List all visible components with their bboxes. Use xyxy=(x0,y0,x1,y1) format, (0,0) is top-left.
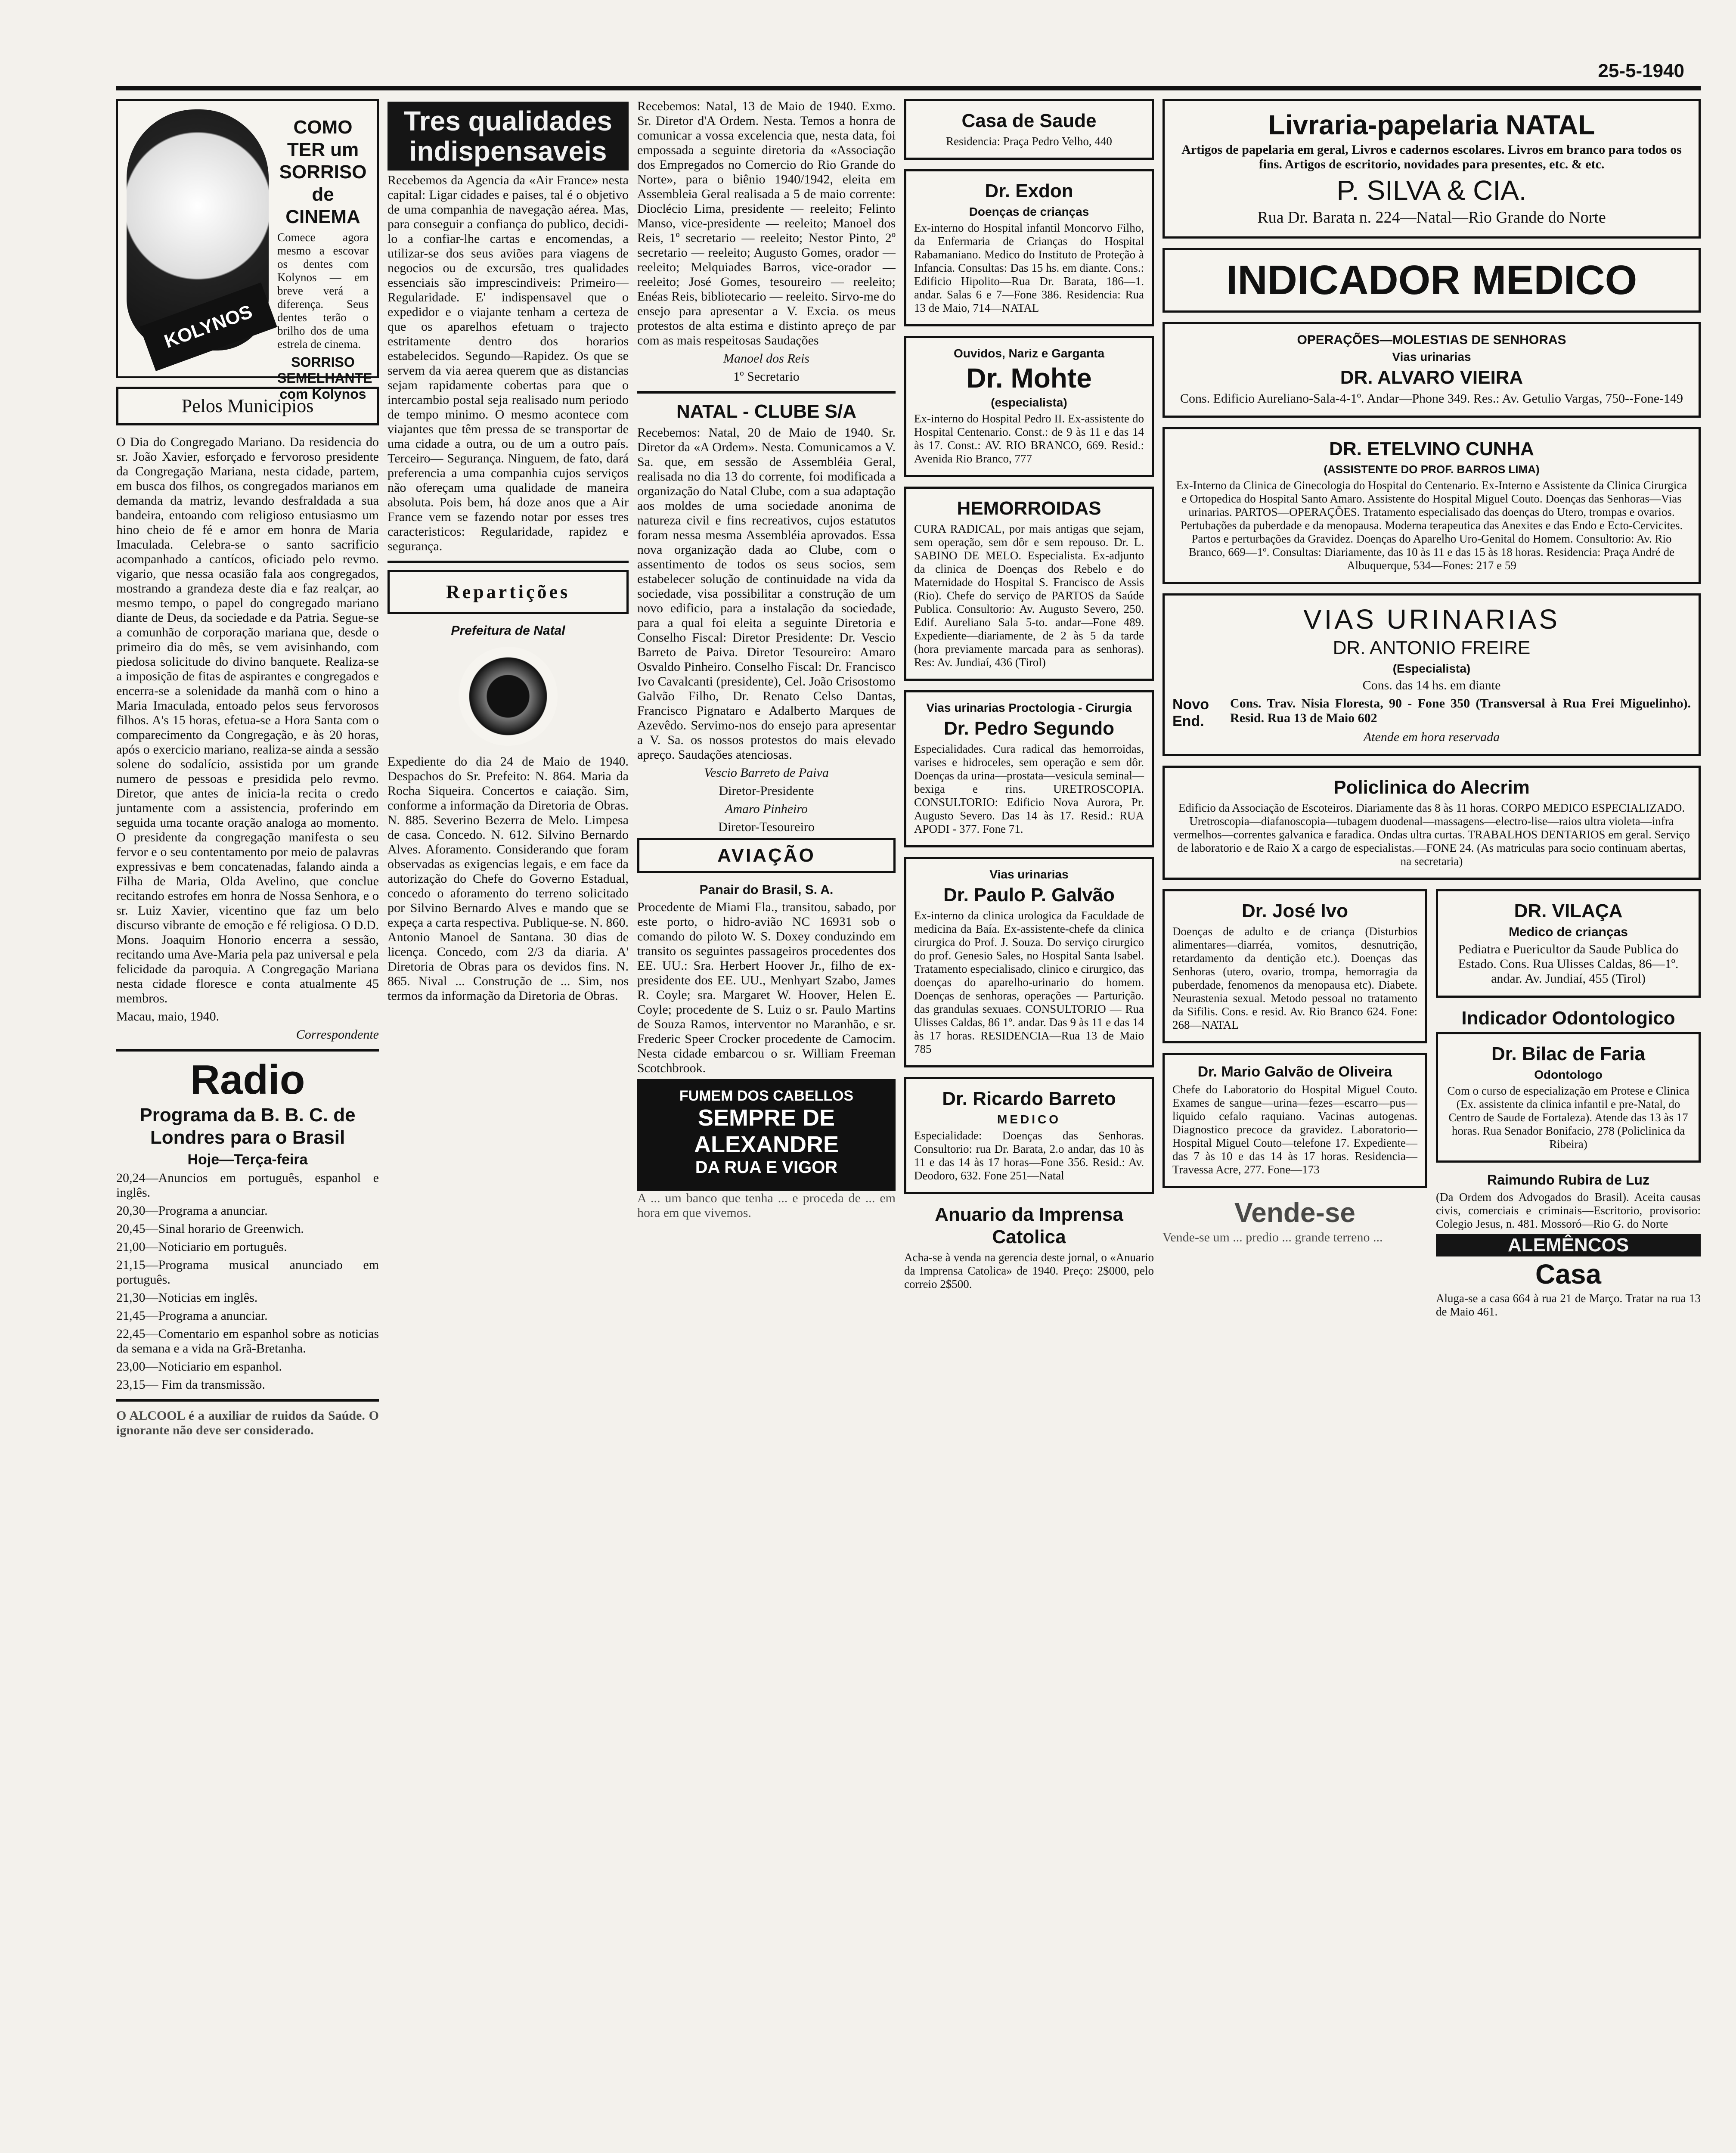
associacao-sign: Manoel dos Reis xyxy=(723,351,809,366)
natal-clube-role-1: Diretor-Presidente xyxy=(719,784,814,798)
radio-item: 21,15—Programa musical anunciado em português. xyxy=(116,1258,379,1287)
natal-clube-article: Recebemos: Natal, 20 de Maio de 1940. Sr. Diretor da «A Ordem». Nesta. Comunicamos a V. Sa. que, em sessão de Assembléia Geral, realisada no dia 13 do corrente, foi modificada a organização do Natal Clube, com a sua adaptação aos moldes de uma sociedade anonima de natureza civil e fins recreativos, cujos estatutos foram nessa mesma Assembléia aprovados. Essa nova organização dada ao Clube, com o assentimento de todos os seus socios, sem estabelecer solução de continuidade na vida da sociedade, visa possibilitar a construção de um novo edificio, para a instalação da sociedade, para a qual foi eleita a seguinte Diretoria e Conselho Fiscal: Diretor Presidente: Dr. Vescio Barreto de Paiva. Diretor Tesoureiro: Amaro Osvaldo Pinheiro. Conselho Fiscal: Dr. Francisco Ivo Cavalcanti (presidente), Cel. João Crisostomo Galvão Filho, Dr. Renato Celso Dantas, Francisco Pignataro e Adalberto Marques de Azevêdo. Servimo-nos do ensejo para apresentar a V. Sa. os nossos protestos do mais elevado apreço. Saudações atenciosas. xyxy=(637,425,896,762)
divider xyxy=(116,1399,379,1402)
vias-urinarias-label-end: End. xyxy=(1172,713,1204,729)
bottom-note: O ALCOOL é a auxiliar de ruidos da Saúde. O ignorante não deve ser considerado. xyxy=(116,1408,379,1437)
indicador-medico-title: INDICADOR MEDICO xyxy=(1226,257,1637,303)
dr-mario-oliveira-title: Dr. Mario Galvão de Oliveira xyxy=(1197,1064,1392,1080)
bottom-right-ads xyxy=(1436,889,1701,1322)
dr-pedro-segundo-text: Especialidades. Cura radical das hemorroidas, varises e hidroceles, sem operação e sem dôr. Doenças da urina—prostata—vesicula seminal—bexiga e rins. URETROSCOPIA. CONSULTORIO: Edificio Nova Aurora, Pr. Augusto Severo. Das 14 às 17. Resid.: RUA APODI - 377. Fone 71. xyxy=(914,742,1144,835)
dr-mario-oliveira-text: Chefe do Laboratorio do Hospital Miguel Couto. Exames de sangue—urina—fezes—escarro—pus—liquido cefalo raquiano. Vacinas autogenas. Diagnostico precoce da gravidez. Laboratorio—Hospital Miguel Couto—telefone 17. Expediente—das 7 às 10 e das 14 às 17 horas. Residencia—Travessa Acre, 277. Fone—173 xyxy=(1172,1083,1417,1176)
livraria-text: Artigos de papelaria em geral, Livros e cadernos escolares. Livros em branco para todos os fins. Artigos de escritorio, novidades para presentes, etc. & etc. xyxy=(1181,143,1682,171)
radio-item: 22,45—Comentario em espanhol sobre as noticias da semana e a vida na Grã-Bretanha. xyxy=(116,1327,379,1356)
municipios-sign: Macau, maio, 1940. xyxy=(116,1009,220,1024)
vende-se-title: Vende-se xyxy=(1234,1197,1356,1228)
casa-saude-title: Casa de Saude xyxy=(961,110,1097,131)
column-3 xyxy=(637,99,896,2153)
air-france-title: Tres qualidades indispensaveis xyxy=(388,102,629,171)
advogado-text: (Da Ordem dos Advogados do Brasil). Aceita causas civis, comerciais e criminais—Escritorio, provisorio: Colegio Jesus, n. 481. Mossoró—Rio G. do Norte xyxy=(1436,1191,1701,1230)
dr-mario-oliveira-ad xyxy=(1162,1053,1427,1188)
hemorroidas-ad xyxy=(904,487,1154,681)
dr-pedro-segundo-title: Dr. Pedro Segundo xyxy=(943,718,1115,739)
advogado-title: Raimundo Rubira de Luz xyxy=(1487,1172,1649,1188)
dr-ricardo-barreto-ad xyxy=(904,1077,1154,1194)
dr-mohte-ad xyxy=(904,336,1154,477)
radio-item: 21,00—Noticiario em português. xyxy=(116,1240,287,1254)
policlinica-ad xyxy=(1162,766,1701,880)
dr-alvaro-vieira-title: DR. ALVARO VIEIRA xyxy=(1340,367,1523,388)
vias-urinarias-address: Cons. Trav. Nisia Floresta, 90 - Fone 350 (Transversal à Rua Frei Miguelinho). Resid. Rua 13 de Maio 602 xyxy=(1230,696,1691,725)
vias-urinarias-sub: (Especialista) xyxy=(1392,662,1471,675)
hemorroidas-text: CURA RADICAL, por mais antigas que sejam, sem operação, sem dôr e sem repouso. Dr. L. SABINO DE MELO. Especialista. Ex-adjunto da clinica de Doenças dos Rebelo e do Maternidade do Hospital S. Francisco de Assis (Rio). Chefe do serviço de PARTOS da Saúde Publica. Consultorio: Av. Augusto Severo, 250. Edif. Aureliano Sala 5-to. andar—Fone 489. Expediente—diariamente, de 2 às 5 da tarde (hora previamente marcada para as senhoras). Res: Av. Jundiaí, 436 (Tirol) xyxy=(914,522,1144,669)
reparticoes-article: Expediente do dia 24 de Maio de 1940. Despachos do Sr. Prefeito: N. 864. Maria da Rocha Siqueira. Concertos e caiação. Sim, conforme a informação da Diretoria de Obras. N. 885. Severino Bezerra de Melo. Limpesa de casa. Concedo. N. 612. Silvino Bernardo Alves. Aforamento. Considerando que foram observadas as exigencias legais, e em face da autorização do Chefe do Governo Estadual, concedo o aforamento do terreno solicitado por Silvino Bernardo Alves e mando que se expeça a carta respectiva. Publique-se. N. 860. Antonio Manoel de Santana. 30 dias de licença. Concedo, com 2/3 da diaria. A' Diretoria de Obras para os devidos fins. N. 865. Nival ... Construção de ... Sim, nos termos da informação da Diretoria de Obras. xyxy=(388,754,629,1003)
casa-saude-ad xyxy=(904,99,1154,160)
column-4 xyxy=(904,99,1154,2153)
cigarette-ad-line-1: FUMEM DOS CABELLOS xyxy=(679,1088,854,1104)
dr-jose-ivo-title: Dr. José Ivo xyxy=(1241,900,1348,921)
dr-etelvino-cunha-ad xyxy=(1162,427,1701,584)
vias-urinarias-ad xyxy=(1162,593,1701,756)
municipios-article: O Dia do Congregado Mariano. Da residencia do sr. João Xavier, esforçado e fervoroso presidente da Congregação Mariana, nesta cidade, partem, em busca dos filhos, os congregados marianos em demanda da matriz, levando desfraldada a sua bandeira, entoando com religioso entusiasmo um hino cheio de fé e amor em honra de Maria Imaculada. Celebra-se o santo sacrificio acompanhado a cantícos, oficiado pelo revmo. vigario, que nessa ocasião fala aos congregados, mostrando a grandeza deste dia e faz realçar, ao mesmo tempo, o papel do congregado mariano diante de Deus, da sociedade e da Patria. Segue-se a comunhão de corporação mariana que, desde o primeiro dia do mês, se vem avisinhando, com piedosa solicitude do divino banquete. Realiza-se a imposição de fitas de aspirantes e congregados e encerra-se a solenidade da manhã com o hino a Maria Imaculada, entoado pelos seus fervorosos filhos. A's 15 horas, efetua-se a Hora Santa com o comparecimento da Congregação, e às 20 horas, após o exercicio mariano, realiza-se ainda a sessão solene do sodalício, assistida por um grande numero de pessoas e presidida pelo revmo. Diretor, que antes de inicia-la recita o credo juntamente com a assistencia, proferindo em seguida uma tocante oração analoga ao momento. O presidente da congregação manifesta o seu fervor e o seu contentamento por meio de palavras expressivas e bem concatenadas, falando ainda a Filha de Maria, Olda Avelino, que conclue recitando estrofes em honra de Nossa Senhora, e o sr. Luiz Xavier, vicentino que faz um belo discurso vibrante de emoção e fé religiosa. O D.D. Mons. Joaquim Honorio encerra a sessão, recitando uma Ave-Maria pela paz universal e pela felicidade da paroquia. A Congregação Mariana nesta cidade floresce e conta atualmente 45 membros. xyxy=(116,435,379,1005)
dr-pedro-segundo-ad xyxy=(904,690,1154,847)
reparticoes-header xyxy=(388,570,629,614)
dr-etelvino-cunha-sub: (ASSISTENTE DO PROF. BARROS LIMA) xyxy=(1324,463,1540,476)
dr-etelvino-cunha-text: Ex-Interno da Clinica de Ginecologia do Hospital do Centenario. Ex-Interno e Assistente da Clinica Cirurgica e Ortopedica do Hospital Santo Amaro. Assistente do Hospital Miguel Couto. Doenças das Senhoras—Vias urinarias. PARTOS—OPERAÇÕES. Tratamento especialisado das doenças do Utero, trompas e ovarios. Pertubações da puberdade e da menopausa. Moderna terapeutica das Anexites e das Endo e Ecto-Cervicites. Partos e perturbações da Gravidez. Doenças do Aparelho Uro-Genital do Homem. Consultorio: Av. Rio Branco, 669—1º. Consultas: Diariamente, das 10 às 11 e das 15 às 18 horas. Residencia: Praça André de Albuquerque, 534—Fones: 217 e 59 xyxy=(1176,479,1687,572)
associacao-role: 1º Secretario xyxy=(733,369,800,384)
bottom-article: A ... um banco que tenha ... e proceda de ... em hora em que vivemos. xyxy=(637,1191,896,1220)
hemorroidas-title: HEMORROIDAS xyxy=(957,498,1101,519)
column-1 xyxy=(116,99,379,2153)
dr-pedro-segundo-top: Vias urinarias Proctologia - Cirurgia xyxy=(926,701,1132,714)
bottom-left-ads xyxy=(1162,889,1427,1322)
dr-paulo-galvao-top: Vias urinarias xyxy=(989,868,1069,881)
column-2 xyxy=(388,99,629,2153)
municipios-author: Correspondente xyxy=(296,1027,379,1042)
divider xyxy=(116,1049,379,1052)
casa-text: Aluga-se a casa 664 à rua 21 de Março. Tratar na rua 13 de Maio 461. xyxy=(1436,1292,1701,1318)
natal-clube-title: NATAL - CLUBE S/A xyxy=(676,401,856,422)
radio-subtitle: Programa da B. B. C. de Londres para o Brasil xyxy=(140,1104,356,1148)
kolynos-ad-text xyxy=(277,114,372,405)
vias-urinarias-labels xyxy=(1172,696,1220,730)
natal-clube-role-2: Diretor-Tesoureiro xyxy=(718,820,815,834)
air-france-article: Recebemos da Agencia da «Air France» nesta capital: Ligar cidades e paises, tal é o objetivo de uma companhia de navegação aérea. Mas, para conseguir a confiança do publico, decidi-lo a confiar-lhe cartas e encomendas, a utilizar-se dos seus aviões para viagens de negocios ou de excursão, tres qualidades essenciais são imprescindiveis: Primeiro— Regularidade. E' indispensavel que o expedidor e o viajante tenham a certeza de que os aparelhos efetuam o trajecto estritamente dentro dos horarios estabelecidos. Segundo—Rapidez. Os que se servem da via aerea querem que as distancias sejam rapidamente cobertas para que o intercambio postal seja realisado num periodo de tempo minimo. O mesmo acontece com viajantes que têm pressa de se transportar de uma cidade a outra, ou de um a outro país. Terceiro— Segurança. Ninguem, de fato, dará preferencia a uma companhia cujos serviços não ofereçam uma qualidade de maneira absoluta. Pois bem, há doze anos que a Air France vem se fazendo notar por esses tres caracteristicos: Regularidade, rapidez e segurança. xyxy=(388,173,629,553)
dr-mohte-text: Ex-interno do Hospital Pedro II. Ex-assistente do Hospital Centenario. Const.: de 9 às 11 e das 14 às 17. Const.: AV. RIO BRANCO, 669. Resid.: Avenida Rio Branco, 777 xyxy=(914,412,1144,465)
radio-item: 20,45—Sinal horario de Greenwich. xyxy=(116,1222,304,1236)
aviacao-title: AVIAÇÃO xyxy=(717,845,815,866)
anuario-text: Acha-se à venda na gerencia deste jornal, o «Anuario da Imprensa Catolica» de 1940. Preço: 2$000, pelo correio 2$500. xyxy=(904,1251,1154,1291)
dr-alvaro-vieira-ad xyxy=(1162,322,1701,418)
alemencos-title: ALEMÊNCOS xyxy=(1436,1234,1701,1256)
panair-title: Panair do Brasil, S. A. xyxy=(699,883,834,897)
dr-alvaro-vieira-sub: Vias urinarias xyxy=(1392,350,1471,363)
aviacao-header xyxy=(637,838,896,873)
aviacao-article: Procedente de Miami Fla., transitou, sabado, por este porto, o hidro-avião NC 16931 sob o comando do piloto W. S. Doxey conduzindo em transito os seguintes passageiros procedentes dos EE. UU.: Sra. Herbert Hoover Jr., filho de ex-presidente dos EE. UU., Menhyart Szabo, James R. Coyle; sra. Margaret W. Hoover, Helen E. Coyle; procedente de S. Luiz o sr. Paulo Martins de Souza Ramos, interventor no Maranhão, e sr. Frederic Speer Crocker procedente de Camocim. Nesta cidade embarcou o sr. William Freeman Scotchbrook. xyxy=(637,900,896,1075)
vias-urinarias-name: DR. ANTONIO FREIRE xyxy=(1333,637,1531,658)
dr-exdon-ad xyxy=(904,169,1154,326)
vias-urinarias-hours: Cons. das 14 hs. em diante xyxy=(1362,678,1501,692)
casa-saude-text: Residencia: Praça Pedro Velho, 440 xyxy=(946,135,1112,148)
coat-of-arms-icon xyxy=(459,647,558,746)
column-5 xyxy=(1162,99,1701,2153)
policlinica-title: Policlinica do Alecrim xyxy=(1333,777,1530,798)
vias-urinarias-title: VIAS URINARIAS xyxy=(1303,604,1560,635)
vias-urinarias-note: Atende em hora reservada xyxy=(1363,730,1500,744)
radio-item: 23,15— Fim da transmissão. xyxy=(116,1377,265,1392)
dr-mohte-title: Dr. Mohte xyxy=(966,363,1092,394)
dr-exdon-sub: Doenças de crianças xyxy=(969,205,1089,218)
livraria-address: Rua Dr. Barata n. 224—Natal—Rio Grande do Norte xyxy=(1257,208,1606,226)
dr-alvaro-vieira-text: Cons. Edificio Aureliano-Sala-4-1º. Andar—Phone 349. Res.: Av. Getulio Vargas, 750--Fone-149 xyxy=(1180,391,1683,406)
dr-ricardo-barreto-text: Especialidade: Doenças das Senhoras. Consultorio: rua Dr. Barata, 2.o andar, das 10 às 11 e das 14 às 17 horas—Fone 356. Resid.: Av. Deodoro, 632. Fone 251—Natal xyxy=(914,1129,1144,1182)
dr-etelvino-cunha-title: DR. ETELVINO CUNHA xyxy=(1329,438,1534,459)
livraria-firm: P. SILVA & CIA. xyxy=(1336,175,1527,206)
kolynos-ad-title: COMO TER um SORRISO de CINEMA xyxy=(279,117,367,227)
municipios-title: Pelos Municipios xyxy=(181,395,314,416)
casa-title: Casa xyxy=(1535,1259,1601,1290)
radio-item: 20,30—Programa a anunciar. xyxy=(116,1204,268,1218)
top-rule xyxy=(116,86,1701,90)
odontologico-title: Indicador Odontologico xyxy=(1461,1008,1675,1029)
radio-title: Radio xyxy=(190,1057,305,1103)
dr-bilac-faria-text: Com o curso de especialização em Protese e Clinica (Ex. assistente da clinica infantil e pre-Natal, do Centro de Saude de Fortaleza). Atende das 13 às 17 horas. Rua Senador Bonifacio, 278 (Policlinica da Ribeira) xyxy=(1447,1084,1690,1151)
page-date: 25-5-1940 xyxy=(1598,60,1684,81)
dr-mohte-sub: (especialista) xyxy=(991,396,1067,409)
dr-jose-ivo-ad xyxy=(1162,889,1427,1043)
livraria-ad xyxy=(1162,99,1701,239)
natal-clube-sign-1: Vescio Barreto de Paiva xyxy=(704,766,829,780)
dr-bilac-faria-title: Dr. Bilac de Faria xyxy=(1491,1043,1646,1064)
radio-schedule xyxy=(116,1171,379,1392)
dr-exdon-text: Ex-interno do Hospital infantil Moncorvo Filho, da Enfermaria de Crianças do Hospital Rabamaniano. Medico do Instituto de Proteção à Infancia. Consultas: Das 15 hs. em diante. Cons.: Edificio Hipolito—Rua Dr. Barata, 186—1. andar. Salas 6 e 7—Fone 386. Residencia: Rua 13 de Maio, 714—NATAL xyxy=(914,221,1144,314)
radio-item: 23,00—Noticiario em espanhol. xyxy=(116,1359,282,1374)
dr-mohte-top: Ouvidos, Nariz e Garganta xyxy=(953,347,1105,360)
bottom-ads-row xyxy=(1162,889,1701,1322)
divider xyxy=(388,561,629,563)
livraria-title: Livraria-papelaria NATAL xyxy=(1268,109,1595,140)
reparticoes-title: Repartições xyxy=(446,581,570,602)
radio-day: Hoje—Terça-feira xyxy=(187,1151,308,1168)
divider xyxy=(637,391,896,394)
dr-paulo-galvao-text: Ex-interno da clinica urologica da Faculdade de medicina da Baía. Ex-assistente-chefe da clinica cirurgica do Prof. J. Souza. Do serviço cirurgico do prof. Genesio Sales, no Hospital Santa Isabel. Tratamento especialisado, clinico e cirurgico, das doenças do aparelho-urinario do homem. Doenças de senhoras, operações — Parturição. das grandulas sexuaes. CONSULTORIO — Rua Ulisses Caldas, 86 1º. andar. Das 9 às 11 e das 14 às 17 horas. RESIDENCIA—Rua 13 de Maio 785 xyxy=(914,909,1144,1055)
indicador-medico-header xyxy=(1162,248,1701,313)
prefeitura-title: Prefeitura de Natal xyxy=(451,624,565,638)
dr-bilac-faria-ad xyxy=(1436,1032,1701,1163)
dr-jose-ivo-text: Doenças de adulto e de criança (Disturbios alimentares—diarréa, vomitos, desnutrição, retardamento da dentição etc.). Doenças das Senhoras (utero, ovario, trompa, hemorragia da puberdade, fenomenos da menopausa etc). Diabete. Neurastenia sexual. Metodo pessoal no tratamento da Sifilis. Cons. e resid. Av. Rio Branco 624. Fone: 268—NATAL xyxy=(1172,925,1417,1031)
cigarette-ad xyxy=(637,1079,896,1191)
associacao-article: Recebemos: Natal, 13 de Maio de 1940. Exmo. Sr. Diretor d'A Ordem. Nesta. Temos a honra de comunicar a vossa excelencia que, nesta data, foi empossada a seguinte diretoria da «Associação dos Empregados no Comercio do Rio Grande do Norte», para o biênio 1940/1942, eleita em Assembleia Geral realisada a 5 de maio corrente: Dioclécio Lima, presidente — reeleito; Felinto Manso, vice-presidente — reeleito; Manoel dos Reis, 1º secretario — reeleito; Nestor Pinto, 2º secretario — reeleito; Augusto Gomes, orador — reeleito; Melquiades Barros, vice-orador — reeleito; José Gomes, tesoureiro — reeleito; Enéas Reis, bibliotecario — reeleito. Sirvo-me do ensejo para apresentar a V. Excia. os meus protestos de alta estima e distinto apreço de par com as mais respeitosas Saudações xyxy=(637,99,896,347)
kolynos-ad-cta: SORRISO SEMELHANTE com Kolynos xyxy=(277,354,372,402)
vende-se-text: Vende-se um ... predio ... grande terreno ... xyxy=(1162,1230,1383,1244)
radio-item: 21,45—Programa a anunciar. xyxy=(116,1309,268,1323)
dr-ricardo-barreto-title: Dr. Ricardo Barreto xyxy=(942,1088,1116,1109)
kolynos-ad-body: Comece agora mesmo a escovar os dentes com Kolynos — em breve verá a diferença. Seus dentes terão o brilho dos de uma estrela de cinema. xyxy=(277,231,369,351)
vias-urinarias-address-row xyxy=(1172,696,1691,730)
dr-paulo-galvao-ad xyxy=(904,857,1154,1067)
radio-item: 21,30—Noticias em inglês. xyxy=(116,1291,258,1305)
policlinica-text: Edificio da Associação de Escoteiros. Diariamente das 8 às 11 horas. CORPO MEDICO ESPECIALIZADO. Uretroscopia—diafanoscopia—tubagem duodenal—massagens—electro-lise—raios ultra violeta—infra vermelhos—correntes galvanica e faradica. Ondas ultra curtas. TRABALHOS DENTARIOS em geral. Serviço de laboratorio e de Raio X a cargo de especialistas.—FONE 24. (As matriculas para socio continuam abertas, na secretaria) xyxy=(1173,801,1690,868)
radio-item: 20,24—Anuncios em português, espanhol e inglês. xyxy=(116,1171,379,1200)
cigarette-ad-line-2: SEMPRE DE ALEXANDRE xyxy=(694,1105,839,1157)
dr-vilaca-sub: Medico de crianças xyxy=(1509,925,1628,939)
natal-clube-sign-2: Amaro Pinheiro xyxy=(725,802,808,816)
dr-ricardo-barreto-sub: MEDICO xyxy=(997,1113,1061,1126)
dr-alvaro-vieira-top: OPERAÇÕES—MOLESTIAS DE SENHORAS xyxy=(1297,333,1566,347)
kolynos-tube: KOLYNOS xyxy=(140,282,277,371)
kolynos-ad xyxy=(116,99,379,402)
dr-vilaca-text: Pediatra e Puericultor da Saude Publica do Estado. Cons. Rua Ulisses Caldas, 86—1º. andar. Av. Jundiaí, 455 (Tirol) xyxy=(1458,942,1679,986)
dr-vilaca-title: DR. VILAÇA xyxy=(1514,900,1623,921)
vias-urinarias-label-novo: Novo xyxy=(1172,696,1209,713)
dr-exdon-title: Dr. Exdon xyxy=(985,180,1073,202)
cigarette-ad-line-3: DA RUA E VIGOR xyxy=(695,1158,838,1177)
dr-vilaca-ad xyxy=(1436,889,1701,998)
dr-bilac-faria-sub: Odontologo xyxy=(1534,1068,1603,1081)
anuario-title: Anuario da Imprensa Catolica xyxy=(935,1204,1123,1247)
dr-paulo-galvao-title: Dr. Paulo P. Galvão xyxy=(943,884,1115,906)
